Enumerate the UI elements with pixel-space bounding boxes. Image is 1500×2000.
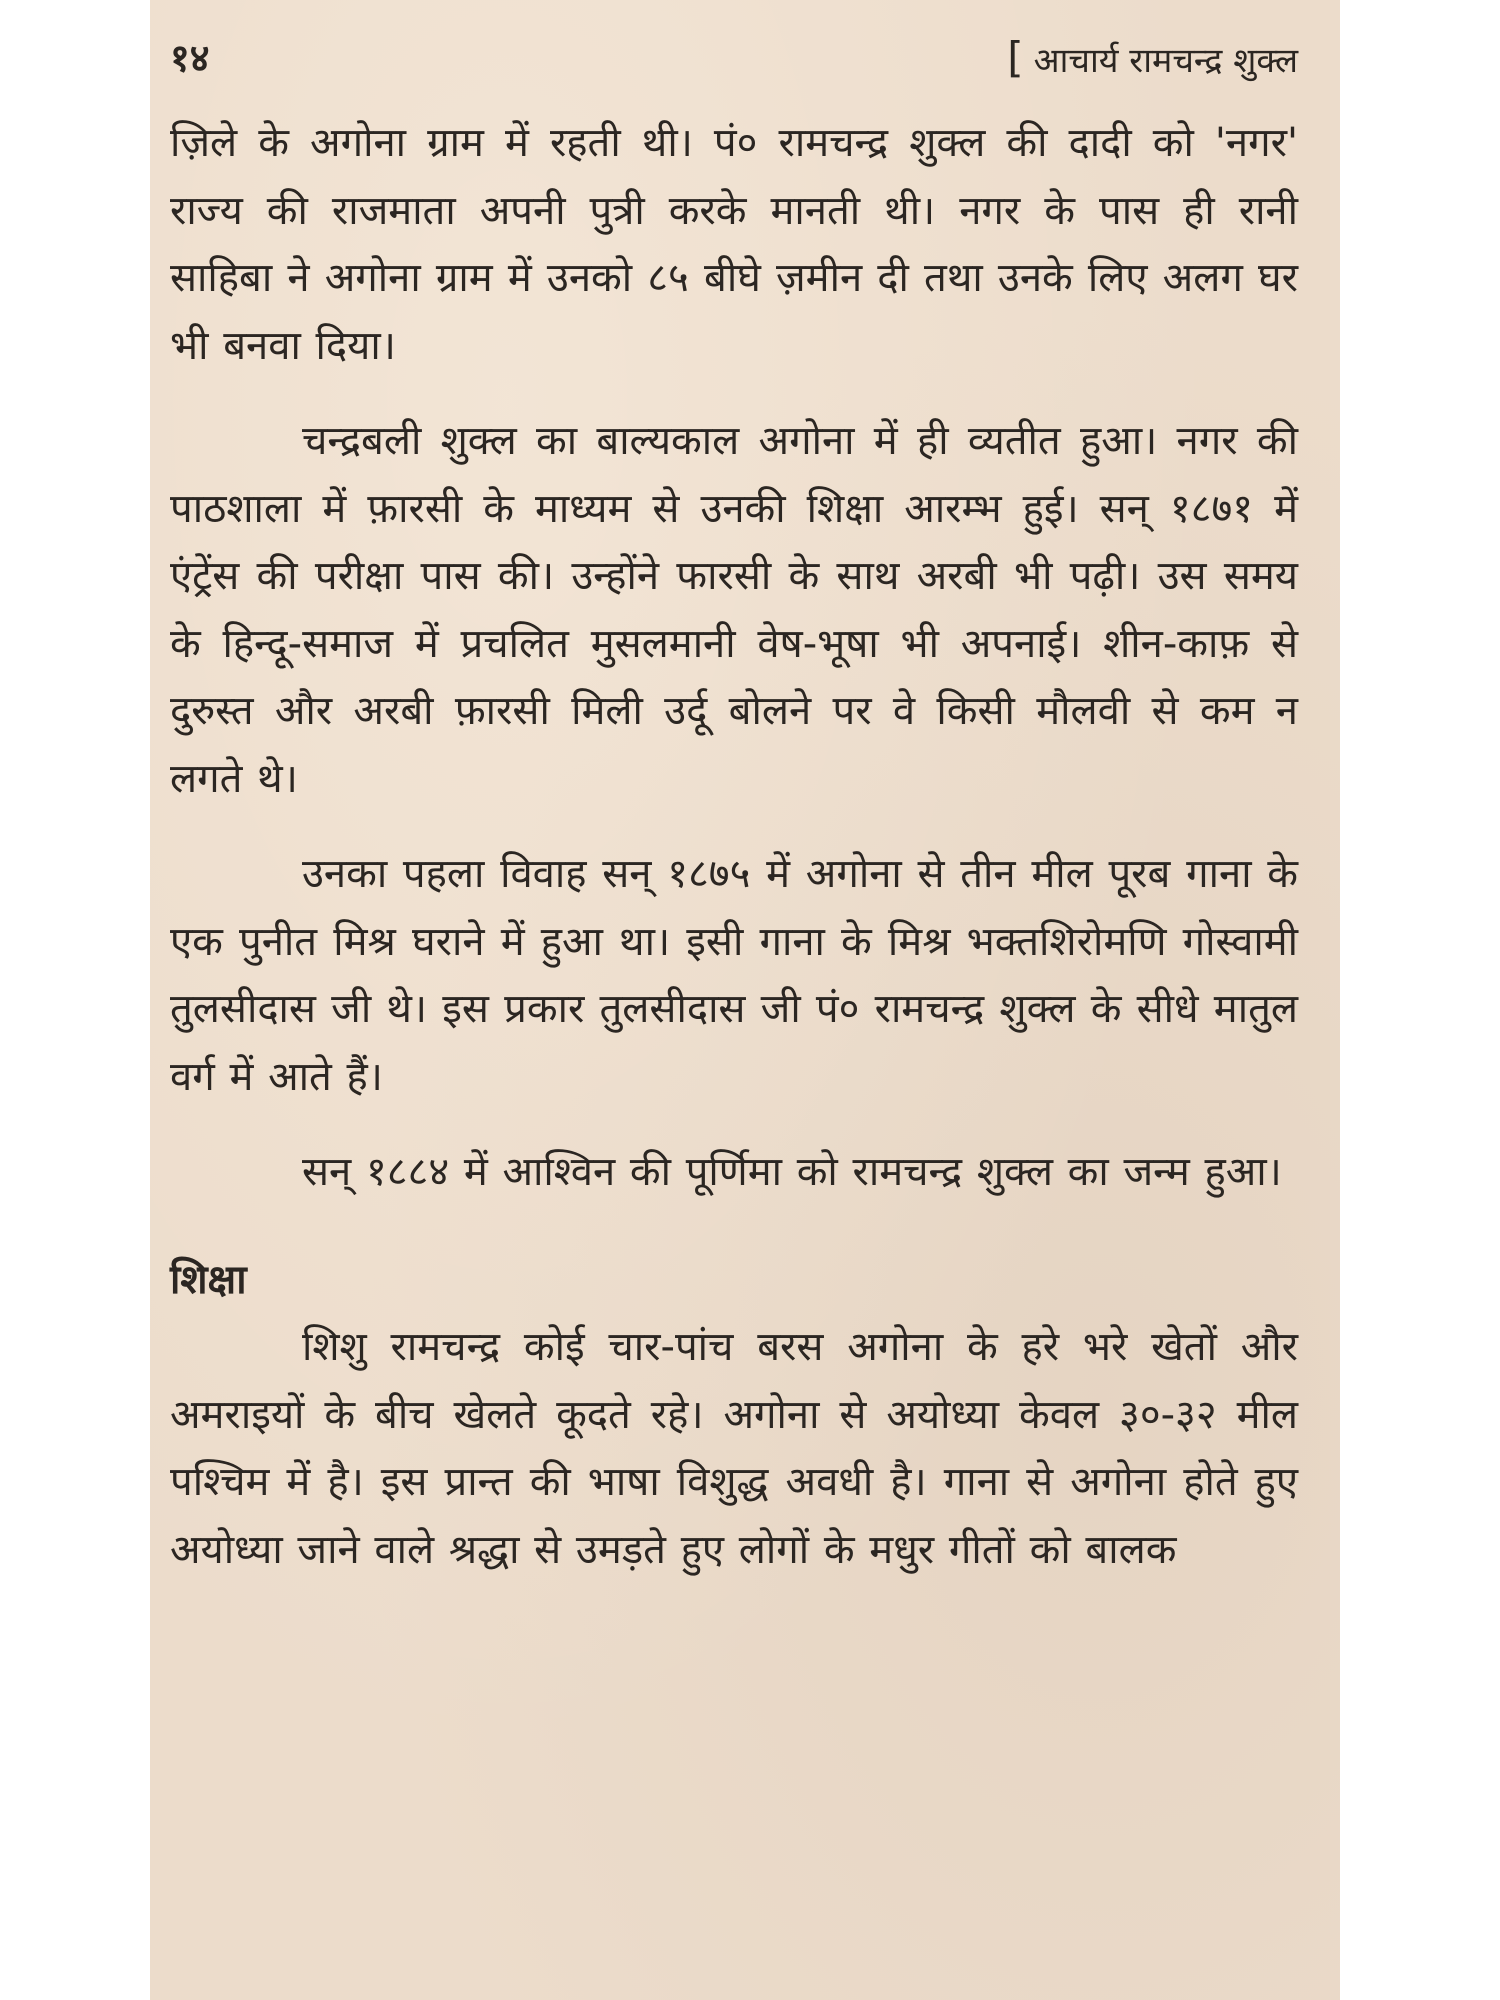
book-page: [150, 0, 1340, 2000]
section-heading: शिक्षा: [170, 1256, 247, 1303]
header-bracket: [: [1007, 33, 1024, 82]
page-number: १४: [170, 36, 210, 80]
header-title-text: आचार्य रामचन्द्र शुक्ल: [1033, 41, 1298, 81]
paragraph-1: ज़िले के अगोना ग्राम में रहती थी। पं० रामचन्द्र शुक्ल की दादी को 'नगर' राज्य की राजमाता अपनी पुत्री करके मानती थी। नगर के पास ही रानी साहिबा ने अगोना ग्राम में उनको ८५ बीघे ज़मीन दी तथा उनके लिए अलग घर भी बनवा दिया।: [170, 120, 1298, 369]
running-head: [170, 32, 1298, 110]
paragraph-4: सन् १८८४ में आश्विन की पूर्णिमा को रामचन्द्र शुक्ल का जन्म हुआ।: [302, 1149, 1282, 1195]
section-paragraph: शिशु रामचन्द्र कोई चार-पांच बरस अगोना के हरे भरे खेतों और अमराइयों के बीच खेलते कूदते रहे। अगोना से अयोध्या केवल ३०-३२ मील पश्चिम में है। इस प्रान्त की भाषा विशुद्ध अवधी है। गाना से अगोना होते हुए अयोध्या जाने वाले श्रद्धा से उमड़ते हुए लोगों के मधुर गीतों को बालक: [170, 1324, 1298, 1573]
running-header-title: [1007, 32, 1298, 87]
paragraph-3: उनका पहला विवाह सन् १८७५ में अगोना से तीन मील पूरब गाना के एक पुनीत मिश्र घराने में हुआ था। इसी गाना के मिश्र भक्तशिरोमणि गोस्वामी तुलसीदास जी थे। इस प्रकार तुलसीदास जी पं० रामचन्द्र शुक्ल के सीधे मातुल वर्ग में आते हैं।: [170, 851, 1298, 1100]
paragraph-2: चन्द्रबली शुक्ल का बाल्यकाल अगोना में ही व्यतीत हुआ। नगर की पाठशाला में फ़ारसी के माध्यम से उनकी शिक्षा आरम्भ हुई। सन् १८७१ में एंट्रेंस की परीक्षा पास की। उन्होंने फारसी के साथ अरबी भी पढ़ी। उस समय के हिन्दू-समाज में प्रचलित मुसलमानी वेष-भूषा भी अपनाई। शीन-काफ़ से दुरुस्त और अरबी फ़ारसी मिली उर्दू बोलने पर वे किसी मौलवी से कम न लगते थे।: [170, 418, 1298, 802]
